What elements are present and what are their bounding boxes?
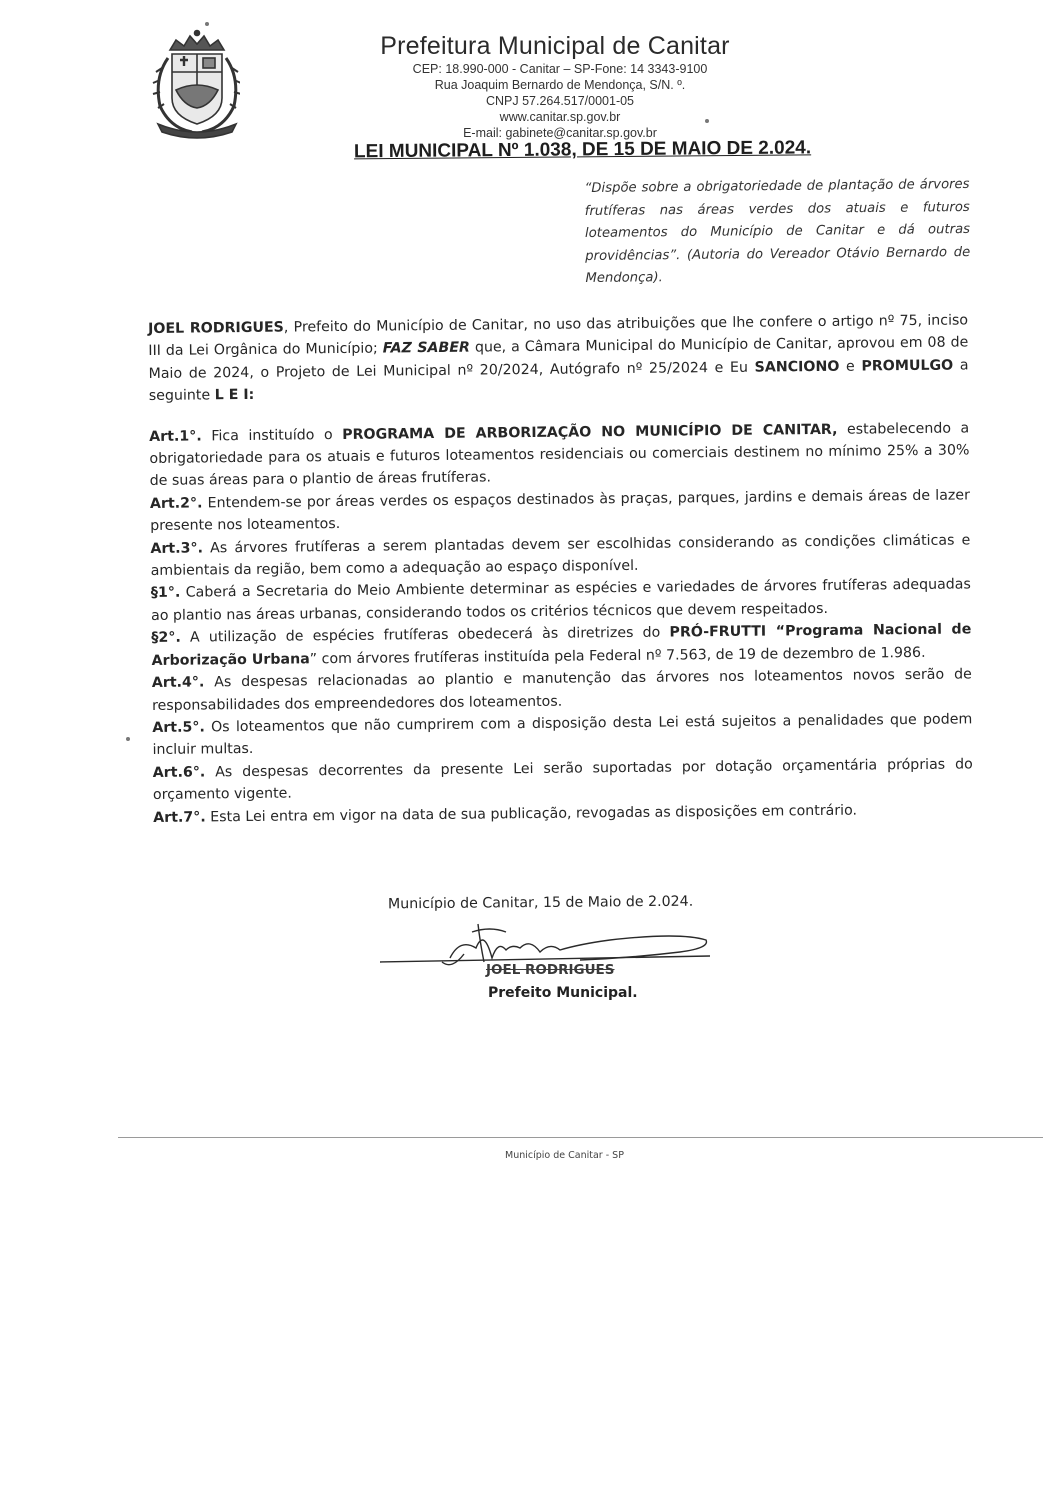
article-4: Art.4°. As despesas relacionadas ao plantio e manutenção das árvores nos loteamentos novos serão de responsabilidades dos empreendedores dos loteamentos. — [151, 666, 972, 714]
scan-speck — [205, 22, 209, 26]
article-2: Art.2°. Entendem-se por áreas verdes os espaços destinados às praças, parques, jardins e demais áreas de lazer presente nos loteamentos. — [149, 487, 970, 535]
scan-speck — [126, 737, 130, 741]
paragraph-2: §2°. A utilização de espécies frutíferas obedecerá às diretrizes do PRÓ-FRUTTI “Programa Nacional de Arborização Urbana” com árvores frutíferas instituída pela Federal nº 7.563, de 19 de dezembro de 1.986. — [151, 621, 972, 669]
law-body — [148, 309, 973, 828]
letterhead-line-website: www.canitar.sp.gov.br — [499, 110, 621, 124]
letterhead-line-email: E-mail: gabinete@canitar.sp.gov.br — [463, 126, 657, 140]
institution-name: Prefeitura Municipal de Canitar — [380, 32, 730, 60]
letterhead-line-address: Rua Joaquim Bernardo de Mendonça, S/N. º. — [434, 78, 686, 92]
footer-text: Município de Canitar - SP — [505, 1150, 624, 1161]
preamble: JOEL RODRIGUES, Prefeito do Município de Canitar, no uso das atribuições que lhe confere o artigo nº 75, inciso III da Lei Orgânica do Município; FAZ SABER que, a Câmara Municipal do Município de Canitar, aprovou em 08 de Maio de 2024, o Projeto de Lei Municipal nº 20/2024, Autógrafo nº 25/2024 e Eu SANCIONO e PROMULGO a seguinte L E I: — [148, 312, 969, 405]
footer-divider — [118, 1137, 1043, 1138]
letterhead-line-cnpj: CNPJ 57.264.517/0001-05 — [485, 94, 635, 108]
article-3: Art.3°. As árvores frutíferas a serem plantadas devem ser escolhidas considerando as condições climáticas e ambientais da região, bem como a adequação ao espaço disponível. — [150, 532, 971, 580]
place-and-date: Município de Canitar, 15 de Maio de 2.024. — [387, 893, 694, 913]
mayor-name: JOEL RODRIGUES — [148, 319, 284, 337]
signatory-name: JOEL RODRIGUES — [486, 962, 615, 978]
faz-saber: FAZ SABER — [382, 340, 471, 357]
letterhead-line-cep: CEP: 18.990-000 - Canitar – SP-Fone: 14 3343-9100 — [412, 62, 708, 76]
coat-of-arms-icon — [140, 28, 240, 140]
paragraph-1: §1°. Caberá a Secretaria do Meio Ambiente determinar as espécies e variedades de árvores frutíferas adequadas ao plantio nas áreas urbanas, considerando todos os critérios técnicos que devem respeitados. — [150, 576, 971, 624]
scan-speck — [705, 119, 709, 123]
article-6: Art.6°. As despesas decorrentes da presente Lei serão suportadas por dotação orçamentária próprias do orçamento vigente. — [152, 756, 973, 804]
signatory-role: Prefeito Municipal. — [488, 985, 638, 1001]
article-1: Art.1°. Fica instituído o PROGRAMA DE ARBORIZAÇÃO NO MUNICÍPIO DE CANITAR, estabelecendo a obrigatoriedade para os atuais e futuros loteamentos residenciais ou comerciais destinem no mínimo 25% a 30% de suas áreas para o plantio de áreas frutíferas. — [149, 420, 970, 490]
law-title: LEI MUNICIPAL Nº 1.038, DE 15 DE MAIO DE 2.024. — [353, 137, 812, 163]
article-7: Art.7°. Esta Lei entra em vigor na data de sua publicação, revogadas as disposições em contrário. — [153, 802, 858, 826]
article-5: Art.5°. Os loteamentos que não cumprirem com a disposição desta Lei está sujeitos a penalidades que podem incluir multas. — [152, 711, 973, 759]
letterhead — [330, 32, 790, 141]
articles-list — [149, 417, 973, 829]
law-summary: “Dispõe sobre a obrigatoriedade de plantação de árvores frutíferas nas áreas verdes dos atuais e futuros loteamentos do Município de Canitar e dá outras providências”. (Autoria do Vereador Otávio Bernardo de Mendonça). — [584, 176, 971, 287]
